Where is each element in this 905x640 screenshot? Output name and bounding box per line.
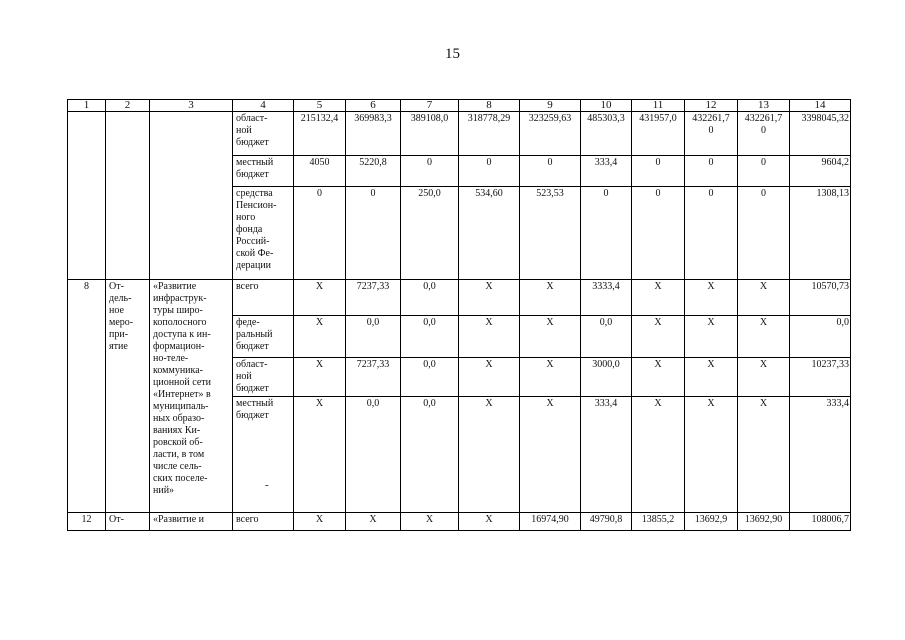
column-header: 2 xyxy=(106,100,150,112)
year-value-cell xyxy=(459,280,520,316)
year-value: 0 xyxy=(655,188,661,199)
year-value-cell xyxy=(632,513,685,531)
year-value: 7237,33 xyxy=(356,281,390,292)
page-number: 15 xyxy=(445,46,460,62)
funding-source: средства Пенсион- ного фонда Россий- ской Фе- дерации xyxy=(236,188,277,271)
year-value: 0,0 xyxy=(599,317,613,328)
total-value-cell xyxy=(790,358,851,397)
column-header: 5 xyxy=(294,100,346,112)
year-value: Х xyxy=(707,398,715,409)
funding-source-cell xyxy=(233,397,294,513)
year-value: 0 xyxy=(547,157,553,168)
year-value: Х xyxy=(369,514,377,525)
year-value: 0 xyxy=(655,157,661,168)
funding-source: феде- ральный бюджет xyxy=(236,317,273,352)
year-value: Х xyxy=(485,317,493,328)
year-value: Х xyxy=(485,359,493,370)
year-value: 3000,0 xyxy=(592,359,620,370)
row-number-cell xyxy=(68,513,106,531)
year-value-cell xyxy=(581,513,632,531)
year-value: Х xyxy=(425,514,434,525)
year-value-cell xyxy=(738,280,790,316)
year-value-cell xyxy=(459,397,520,513)
table-body xyxy=(68,100,851,531)
year-value: Х xyxy=(315,514,324,525)
funding-source-cell xyxy=(233,513,294,531)
total-value: 108006,7 xyxy=(811,514,849,525)
funding-source: местный бюджет xyxy=(236,157,274,180)
year-value: 13692,90 xyxy=(744,514,783,525)
year-value-cell xyxy=(520,280,581,316)
year-value-cell xyxy=(294,112,346,156)
column-header: 1 xyxy=(68,100,106,112)
year-value-cell xyxy=(520,156,581,187)
measure-name-cell xyxy=(150,112,233,280)
year-value-cell xyxy=(459,513,520,531)
year-value: 0,0 xyxy=(423,398,436,409)
year-value-cell xyxy=(581,358,632,397)
funding-source: всего xyxy=(236,281,259,292)
year-value-cell xyxy=(401,280,459,316)
table-row xyxy=(68,112,851,156)
measure-name-cell xyxy=(150,513,233,531)
year-value: 389108,0 xyxy=(410,113,449,124)
year-value: Х xyxy=(707,317,715,328)
year-value: 0 xyxy=(761,188,766,199)
funding-source-cell xyxy=(233,156,294,187)
year-value: Х xyxy=(546,281,554,292)
year-value-cell xyxy=(685,156,738,187)
year-value-cell xyxy=(294,358,346,397)
year-value: Х xyxy=(707,281,715,292)
total-value: 10570,73 xyxy=(811,281,849,292)
year-value-cell xyxy=(346,112,401,156)
measure-type-cell xyxy=(106,112,150,280)
year-value: Х xyxy=(654,281,662,292)
year-value-cell xyxy=(738,187,790,280)
total-value-cell xyxy=(790,112,851,156)
year-value: 0,0 xyxy=(423,281,436,292)
year-value-cell xyxy=(401,513,459,531)
year-value-cell xyxy=(581,280,632,316)
year-value: 16974,90 xyxy=(531,514,569,525)
year-value-cell xyxy=(459,316,520,358)
funding-source-cell xyxy=(233,358,294,397)
stray-mark: - xyxy=(265,479,269,491)
measure-type: От- дель- ное меро- при- ятие xyxy=(109,281,134,352)
year-value-cell xyxy=(294,280,346,316)
column-header: 13 xyxy=(738,100,790,112)
year-value: Х xyxy=(485,281,493,292)
year-value-cell xyxy=(632,156,685,187)
year-value-cell xyxy=(459,358,520,397)
measure-type-cell xyxy=(106,513,150,531)
total-value: 9604,2 xyxy=(821,157,849,168)
year-value: 5220,8 xyxy=(359,157,387,168)
year-value-cell xyxy=(459,112,520,156)
funding-source: всего xyxy=(236,514,259,525)
row-number-cell xyxy=(68,112,106,280)
year-value: 333,4 xyxy=(594,157,618,168)
year-value: 485303,3 xyxy=(587,113,625,124)
year-value-cell xyxy=(520,112,581,156)
year-value: 49790,8 xyxy=(589,514,623,525)
year-value-cell xyxy=(346,280,401,316)
year-value: Х xyxy=(654,317,662,328)
year-value: 0,0 xyxy=(366,317,380,328)
year-value-cell xyxy=(401,397,459,513)
table-row xyxy=(68,513,851,531)
year-value-cell xyxy=(632,112,685,156)
year-value: 0 xyxy=(708,157,714,168)
year-value-cell xyxy=(685,280,738,316)
year-value-cell xyxy=(738,397,790,513)
table-row xyxy=(68,280,851,316)
year-value: 250,0 xyxy=(418,188,441,199)
year-value: 534,60 xyxy=(475,188,503,199)
year-value-cell xyxy=(346,397,401,513)
year-value: Х xyxy=(654,359,662,370)
year-value-cell xyxy=(685,187,738,280)
year-value: Х xyxy=(759,281,768,292)
year-value-cell xyxy=(738,316,790,358)
year-value-cell xyxy=(294,187,346,280)
year-value: Х xyxy=(759,317,768,328)
year-value: Х xyxy=(315,317,324,328)
year-value: 0,0 xyxy=(366,398,380,409)
measure-name: «Развитие инфраструк- туры широ- кополосного доступа к ин- формацион- но-теле- коммуника- ционной сети «Интернет» в муниципаль- ных образо- ваниях Ки- ровской об- ласти, в том числе сель- ских поселе- ний» xyxy=(153,281,211,496)
funding-source-cell xyxy=(233,112,294,156)
year-value: 7237,33 xyxy=(356,359,390,370)
year-value-cell xyxy=(346,316,401,358)
year-value-cell xyxy=(632,358,685,397)
year-value: Х xyxy=(485,398,493,409)
year-value-cell xyxy=(346,187,401,280)
year-value: 0,0 xyxy=(423,359,436,370)
year-value: 215132,4 xyxy=(300,113,339,124)
funding-source: местный бюджет xyxy=(236,398,274,421)
year-value: 0,0 xyxy=(423,317,436,328)
funding-source: област- ной бюджет xyxy=(236,113,269,148)
column-header: 14 xyxy=(790,100,851,112)
year-value-cell xyxy=(401,358,459,397)
year-value-cell xyxy=(685,513,738,531)
year-value: Х xyxy=(759,359,768,370)
year-value-cell xyxy=(294,397,346,513)
year-value: 0 xyxy=(708,188,714,199)
year-value: Х xyxy=(485,514,493,525)
total-value: 0,0 xyxy=(836,317,849,328)
year-value: 3333,4 xyxy=(592,281,620,292)
year-value: Х xyxy=(315,359,324,370)
year-value: 323259,63 xyxy=(528,113,572,124)
year-value: 0 xyxy=(370,188,376,199)
column-header: 6 xyxy=(346,100,401,112)
year-value-cell xyxy=(459,187,520,280)
row-number: 12 xyxy=(81,514,92,525)
year-value: 13692,9 xyxy=(694,514,728,525)
total-value: 1308,13 xyxy=(816,188,849,199)
year-value-cell xyxy=(294,316,346,358)
year-value-cell xyxy=(581,156,632,187)
year-value-cell xyxy=(520,397,581,513)
year-value-cell xyxy=(346,513,401,531)
year-value: Х xyxy=(707,359,715,370)
year-value-cell xyxy=(738,358,790,397)
measure-type: От- xyxy=(109,514,124,525)
column-header: 3 xyxy=(150,100,233,112)
year-value: Х xyxy=(546,359,554,370)
year-value-cell xyxy=(685,316,738,358)
total-value-cell xyxy=(790,397,851,513)
year-value-cell xyxy=(738,156,790,187)
column-header: 10 xyxy=(581,100,632,112)
year-value: Х xyxy=(315,398,324,409)
funding-source: област- ной бюджет xyxy=(236,359,269,394)
measure-type-cell xyxy=(106,280,150,513)
year-value-cell xyxy=(581,397,632,513)
year-value-cell xyxy=(459,156,520,187)
total-value-cell xyxy=(790,316,851,358)
column-header: 7 xyxy=(401,100,459,112)
year-value: 431957,0 xyxy=(639,113,677,124)
year-value: 333,4 xyxy=(594,398,618,409)
year-value-cell xyxy=(346,358,401,397)
year-value: Х xyxy=(315,281,324,292)
year-value: Х xyxy=(546,317,554,328)
year-value-cell xyxy=(520,187,581,280)
column-header: 4 xyxy=(233,100,294,112)
year-value: 13855,2 xyxy=(641,514,675,525)
column-header: 11 xyxy=(632,100,685,112)
year-value-cell xyxy=(294,513,346,531)
total-value: 3398045,32 xyxy=(801,113,849,124)
year-value: Х xyxy=(759,398,768,409)
year-value-cell xyxy=(632,280,685,316)
column-header: 12 xyxy=(685,100,738,112)
year-value-cell xyxy=(346,156,401,187)
total-value-cell xyxy=(790,187,851,280)
year-value-cell xyxy=(294,156,346,187)
year-value: 523,53 xyxy=(536,188,564,199)
total-value: 333,4 xyxy=(826,398,849,409)
year-value: Х xyxy=(654,398,662,409)
year-value-cell xyxy=(401,112,459,156)
year-value-cell xyxy=(738,513,790,531)
year-value-cell xyxy=(685,397,738,513)
year-value: 0 xyxy=(486,157,492,168)
year-value-cell xyxy=(632,397,685,513)
year-value-cell xyxy=(401,156,459,187)
measure-name-cell xyxy=(150,280,233,513)
year-value-cell xyxy=(685,358,738,397)
year-value: 0 xyxy=(603,188,609,199)
column-header: 9 xyxy=(520,100,581,112)
funding-source-cell xyxy=(233,316,294,358)
total-value-cell xyxy=(790,156,851,187)
funding-source-cell xyxy=(233,280,294,316)
year-value-cell xyxy=(520,358,581,397)
measure-name: «Развитие и xyxy=(153,514,205,525)
total-value-cell xyxy=(790,513,851,531)
year-value-cell xyxy=(581,316,632,358)
year-value: 4050 xyxy=(309,157,330,168)
year-value: 432261,7 0 xyxy=(744,113,783,136)
year-value-cell xyxy=(632,316,685,358)
row-number-cell xyxy=(68,280,106,513)
budget-table xyxy=(67,99,851,531)
year-value-cell xyxy=(581,112,632,156)
column-number-row xyxy=(68,100,851,112)
year-value: Х xyxy=(546,398,554,409)
year-value-cell xyxy=(520,513,581,531)
year-value: 369983,3 xyxy=(354,113,392,124)
year-value-cell xyxy=(401,316,459,358)
total-value: 10237,33 xyxy=(811,359,849,370)
year-value: 0 xyxy=(761,157,766,168)
year-value-cell xyxy=(581,187,632,280)
year-value: 0 xyxy=(427,157,432,168)
year-value: 318778,29 xyxy=(467,113,511,124)
year-value: 432261,7 0 xyxy=(692,113,730,136)
funding-source-cell xyxy=(233,187,294,280)
year-value-cell xyxy=(738,112,790,156)
row-number: 8 xyxy=(84,281,89,292)
column-header: 8 xyxy=(459,100,520,112)
total-value-cell xyxy=(790,280,851,316)
year-value-cell xyxy=(401,187,459,280)
year-value-cell xyxy=(632,187,685,280)
year-value-cell xyxy=(520,316,581,358)
year-value: 0 xyxy=(317,188,322,199)
year-value-cell xyxy=(685,112,738,156)
